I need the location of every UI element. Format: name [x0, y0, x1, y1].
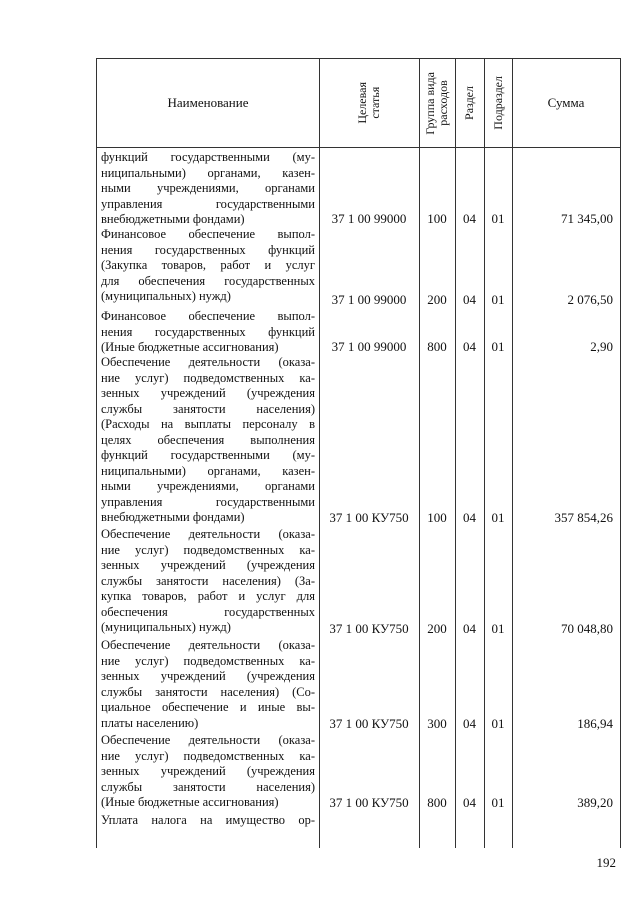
name-line: ными учреждениями, органами — [101, 479, 315, 493]
header-divider — [97, 147, 620, 148]
name-line: (муниципальных) нужд) — [101, 620, 231, 634]
name-line: ние услуг) подведомственных ка- — [101, 653, 315, 668]
name-line: ние услуг) подведомственных ка- — [101, 748, 315, 763]
name-line: зенных учреждений (учреждения — [101, 386, 315, 400]
budget-table — [96, 58, 621, 848]
row-section: 04 — [463, 510, 476, 525]
name-line: Уплата налога на имущество ор- — [101, 813, 315, 827]
name-line: Обеспечение деятельности (оказа- — [101, 355, 315, 369]
name-line: (Иные бюджетные ассигнования) — [101, 340, 279, 354]
row-code: 37 1 00 КУ750 — [329, 621, 409, 636]
table-row-name — [101, 733, 315, 811]
row-amount: 2,90 — [590, 339, 613, 354]
row-group: 200 — [427, 292, 447, 307]
name-line: (Закупка товаров, работ и услуг — [101, 258, 315, 272]
header-target-article: Целевая статья — [355, 82, 382, 124]
header-subsection: Подраздел — [490, 76, 505, 130]
name-line: зенных учреждений (учреждения — [101, 764, 315, 778]
table-row-name — [101, 150, 315, 228]
table-row-name — [101, 813, 315, 829]
header-target-article-cell — [319, 59, 419, 147]
row-group: 100 — [427, 211, 447, 226]
row-amount: 389,20 — [577, 795, 613, 810]
row-amount: 71 345,00 — [561, 211, 613, 226]
name-line: ными учреждениями, органами — [101, 181, 315, 195]
row-group: 800 — [427, 339, 447, 354]
row-group: 800 — [427, 795, 447, 810]
row-amount: 70 048,80 — [561, 621, 613, 636]
table-row-name — [101, 227, 315, 305]
name-line: ниципальными) органами, казен- — [101, 165, 315, 180]
name-line: (муниципальных) нужд) — [101, 289, 231, 303]
row-group: 300 — [427, 716, 447, 731]
name-line: службы занятости населения) (За- — [101, 573, 315, 588]
row-code: 37 1 00 КУ750 — [329, 716, 409, 731]
row-code: 37 1 00 99000 — [331, 211, 407, 226]
header-expense-group-cell — [419, 59, 455, 147]
name-line: для обеспечения государственных — [101, 273, 315, 288]
name-line: ние услуг) подведомственных ка- — [101, 542, 315, 557]
row-section: 04 — [463, 716, 476, 731]
row-subsection: 01 — [491, 716, 505, 731]
name-line: зенных учреждений (учреждения — [101, 558, 315, 572]
row-amount: 2 076,50 — [567, 292, 613, 307]
name-line: управления государственными — [101, 196, 315, 211]
row-code: 37 1 00 КУ750 — [329, 795, 409, 810]
table-row-name — [101, 527, 315, 636]
row-section: 04 — [463, 339, 476, 354]
name-line: Обеспечение деятельности (оказа- — [101, 638, 315, 652]
name-line: нения государственных функций — [101, 324, 315, 339]
row-subsection: 01 — [491, 621, 505, 636]
name-line: циальное обеспечение и иные вы- — [101, 700, 315, 714]
name-line: функций государственными (му- — [101, 150, 315, 164]
header-section-cell — [455, 59, 484, 147]
row-section: 04 — [463, 795, 476, 810]
name-line: внебюджетными фондами) — [101, 212, 245, 226]
name-line: нения государственных функций — [101, 242, 315, 257]
row-amount: 357 854,26 — [554, 510, 613, 525]
row-section: 04 — [463, 292, 476, 307]
name-line: Обеспечение деятельности (оказа- — [101, 733, 315, 747]
name-line: ние услуг) подведомственных ка- — [101, 370, 315, 385]
name-line: управления государственными — [101, 494, 315, 509]
name-line: ниципальными) органами, казен- — [101, 463, 315, 478]
table-row-name — [101, 355, 315, 526]
row-section: 04 — [463, 211, 476, 226]
table-row-name — [101, 638, 315, 731]
name-line: Финансовое обеспечение выпол- — [101, 309, 315, 323]
page-number: 192 — [596, 855, 616, 870]
header-subsection-cell — [484, 59, 512, 147]
row-subsection: 01 — [491, 339, 505, 354]
name-line: функций государственными (му- — [101, 448, 315, 462]
name-line: платы населению) — [101, 715, 199, 730]
row-amount: 186,94 — [577, 716, 613, 731]
header-section: Раздел — [462, 86, 476, 120]
name-line: службы занятости населения) — [101, 401, 315, 416]
row-code: 37 1 00 99000 — [331, 339, 407, 354]
name-line: Обеспечение деятельности (оказа- — [101, 527, 315, 541]
name-line: целях обеспечения выполнения — [101, 432, 315, 447]
row-subsection: 01 — [491, 510, 505, 525]
row-subsection: 01 — [491, 292, 505, 307]
name-line: купка товаров, работ и услуг для — [101, 589, 315, 603]
column-divider — [319, 59, 320, 848]
header-amount: Сумма — [547, 95, 585, 110]
table-row-name — [101, 309, 315, 356]
row-section: 04 — [463, 621, 476, 636]
row-subsection: 01 — [491, 795, 505, 810]
name-line: обеспечения государственных — [101, 604, 315, 619]
name-line: (Расходы на выплаты персоналу в — [101, 417, 315, 431]
row-code: 37 1 00 99000 — [331, 292, 407, 307]
row-subsection: 01 — [491, 211, 505, 226]
row-code: 37 1 00 КУ750 — [329, 510, 409, 525]
header-expense-group: Группа вида расходов — [423, 71, 450, 135]
row-group: 100 — [427, 510, 447, 525]
header-name: Наименование — [167, 95, 249, 110]
name-line: службы занятости населения) — [101, 779, 315, 794]
name-line: Финансовое обеспечение выпол- — [101, 227, 315, 241]
name-line: внебюджетными фондами) — [101, 510, 245, 524]
name-line: зенных учреждений (учреждения — [101, 669, 315, 683]
row-group: 200 — [427, 621, 447, 636]
name-line: службы занятости населения) (Со- — [101, 684, 315, 699]
name-line: (Иные бюджетные ассигнования) — [101, 795, 279, 809]
